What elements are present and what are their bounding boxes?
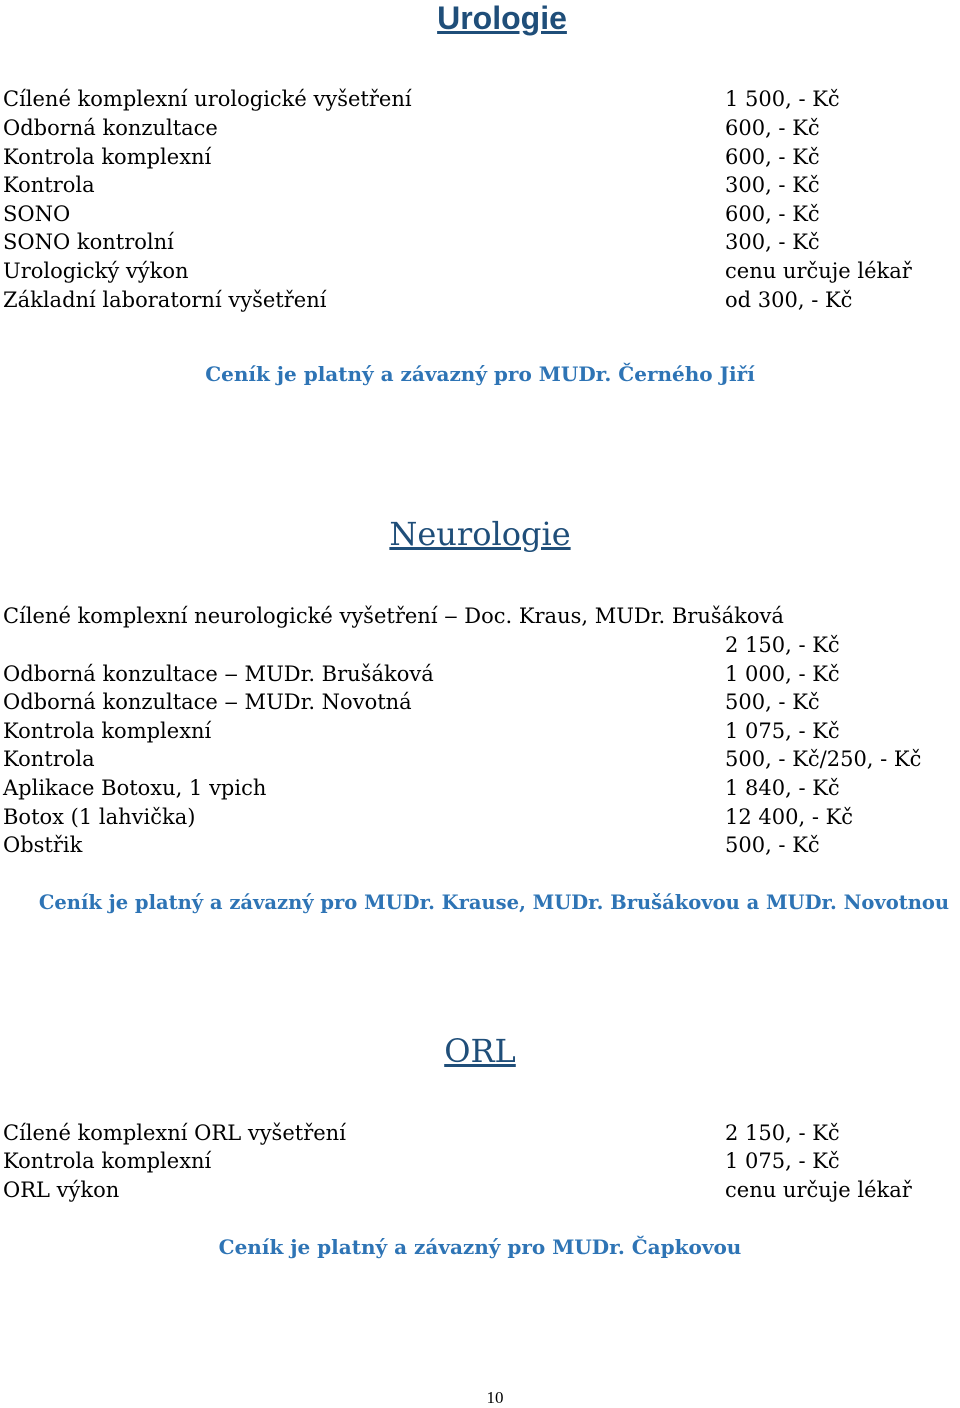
- service-price: 500, - Kč: [725, 833, 820, 857]
- service-name: Obstřik: [3, 833, 83, 857]
- price-row: [3, 1147, 953, 1176]
- price-row: [3, 114, 953, 143]
- service-price: 600, - Kč: [725, 145, 820, 169]
- service-name: Kontrola komplexní: [3, 719, 212, 743]
- price-row: [3, 257, 953, 286]
- price-row: [3, 85, 953, 114]
- price-row: [3, 688, 953, 717]
- service-name: SONO kontrolní: [3, 230, 174, 254]
- service-price: 1 075, - Kč: [725, 1149, 840, 1173]
- price-row: [3, 831, 953, 860]
- service-name: Cílené komplexní neurologické vyšetření ‒ Doc. Kraus, MUDr. Brušáková: [3, 604, 784, 628]
- service-price: 2 150, - Kč: [725, 1121, 840, 1145]
- service-name: Základní laboratorní vyšetření: [3, 288, 327, 312]
- price-row: [3, 631, 953, 660]
- service-price: cenu určuje lékař: [725, 259, 912, 283]
- service-price: 1 500, - Kč: [725, 87, 840, 111]
- price-row: [3, 228, 953, 257]
- service-price: 1 000, - Kč: [725, 662, 840, 686]
- service-price: 2 150, - Kč: [725, 633, 840, 657]
- price-row: [3, 143, 953, 172]
- service-price: od 300, - Kč: [725, 288, 853, 312]
- service-price: 300, - Kč: [725, 230, 820, 254]
- service-name: Kontrola komplexní: [3, 1149, 212, 1173]
- service-name: Odborná konzultace: [3, 116, 218, 140]
- price-row: [3, 171, 953, 200]
- service-price: 600, - Kč: [725, 116, 820, 140]
- service-price: 1 075, - Kč: [725, 719, 840, 743]
- price-row: [3, 803, 953, 832]
- service-name: Odborná konzultace ‒ MUDr. Brušáková: [3, 662, 434, 686]
- section-title-neurologie: Neurologie: [389, 515, 571, 553]
- service-price: 300, - Kč: [725, 173, 820, 197]
- section-title-orl: ORL: [444, 1032, 516, 1070]
- service-name: Cílené komplexní ORL vyšetření: [3, 1121, 346, 1145]
- pricelist-note-urologie: Ceník je platný a závazný pro MUDr. Černého Jiří: [205, 362, 755, 386]
- service-price: 500, - Kč/250, - Kč: [725, 747, 922, 771]
- price-row: [3, 602, 953, 631]
- pricelist-note-neurologie: Ceník je platný a závazný pro MUDr. Krause, MUDr. Brušákovou a MUDr. Novotnou: [38, 891, 950, 914]
- service-name: Aplikace Botoxu, 1 vpich: [3, 776, 267, 800]
- service-price: 12 400, - Kč: [725, 805, 854, 829]
- service-name: SONO: [3, 202, 71, 226]
- service-name: Urologický výkon: [3, 259, 189, 283]
- price-row: [3, 774, 953, 803]
- service-price: 500, - Kč: [725, 690, 820, 714]
- section-title-urologie: Urologie: [437, 0, 567, 36]
- service-name: Cílené komplexní urologické vyšetření: [3, 87, 412, 111]
- price-row: [3, 1119, 953, 1148]
- service-name: Kontrola: [3, 747, 95, 771]
- service-name: Kontrola komplexní: [3, 145, 212, 169]
- service-price: cenu určuje lékař: [725, 1178, 912, 1202]
- price-row: [3, 660, 953, 689]
- service-name: ORL výkon: [3, 1178, 120, 1202]
- price-row: [3, 745, 953, 774]
- price-row: [3, 1176, 953, 1205]
- service-price: 600, - Kč: [725, 202, 820, 226]
- service-name: Odborná konzultace ‒ MUDr. Novotná: [3, 690, 412, 714]
- price-row: [3, 286, 953, 315]
- price-row: [3, 200, 953, 229]
- price-row: [3, 717, 953, 746]
- pricelist-note-orl: Ceník je platný a závazný pro MUDr. Čapkovou: [218, 1235, 742, 1259]
- page-number: 10: [486, 1388, 504, 1407]
- service-price: 1 840, - Kč: [725, 776, 840, 800]
- service-name: Botox (1 lahvička): [3, 805, 196, 829]
- service-name: Kontrola: [3, 173, 95, 197]
